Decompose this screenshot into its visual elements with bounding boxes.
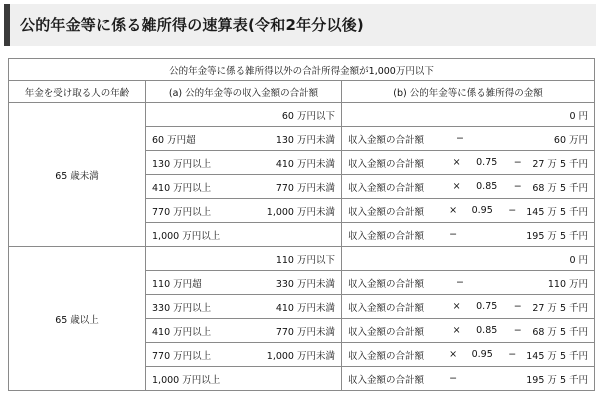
formula-amount: 60 万円	[553, 134, 589, 146]
misc-income-formula-cell	[342, 223, 595, 247]
income-range-cell	[146, 295, 342, 319]
formula-operator: ×	[449, 205, 458, 216]
misc-income-formula-cell	[342, 103, 595, 127]
formula-amount: 0 円	[569, 110, 589, 122]
formula-operator: ×	[452, 325, 461, 336]
range-to: 130 万円未満	[275, 134, 335, 146]
header-misc-income: (b) 公的年金等に係る雑所得の金額	[342, 81, 595, 103]
header-income-amount: (a) 公的年金等の収入金額の合計額	[146, 81, 342, 103]
income-range-cell	[146, 175, 342, 199]
income-range-cell	[146, 151, 342, 175]
formula-rate: 0.85	[476, 325, 498, 336]
formula-rate: 0.75	[476, 157, 498, 168]
header-age: 年金を受け取る人の年齢	[9, 81, 146, 103]
formula-label: 収入金額の合計額	[348, 278, 425, 290]
range-from: 60 万円超	[152, 134, 196, 146]
formula-rate: 0.75	[476, 301, 498, 312]
formula-label: 収入金額の合計額	[348, 134, 425, 146]
range-to: 1,000 万円未満	[266, 206, 335, 218]
formula-label: 収入金額の合計額	[348, 230, 425, 242]
income-range-cell	[146, 223, 342, 247]
formula-amount: 195 万 5 千円	[526, 230, 589, 242]
age-group-cell: 65 歳未満	[9, 103, 146, 247]
formula-rate: 0.85	[476, 181, 498, 192]
range-to: 770 万円未満	[275, 326, 335, 338]
formula-operator: −	[449, 373, 458, 384]
income-range-cell	[146, 247, 342, 271]
formula-amount: 195 万 5 千円	[526, 374, 589, 386]
range-to: 110 万円以下	[275, 254, 335, 266]
formula-label: 収入金額の合計額	[348, 302, 425, 314]
title-bar	[4, 4, 596, 46]
formula-label: 収入金額の合計額	[348, 326, 425, 338]
formula-label: 収入金額の合計額	[348, 182, 425, 194]
header-income-condition: 公的年金等に係る雑所得以外の合計所得金額が1,000万円以下	[9, 59, 595, 81]
formula-amount: 27 万 5 千円	[532, 302, 589, 314]
misc-income-formula-cell	[342, 271, 595, 295]
formula-operator-minus: −	[508, 349, 517, 360]
misc-income-formula-cell	[342, 343, 595, 367]
pension-income-calc-table	[8, 58, 595, 391]
table-body	[9, 59, 595, 391]
range-from: 410 万円以上	[152, 326, 212, 338]
misc-income-formula-cell	[342, 127, 595, 151]
formula-operator: −	[456, 277, 464, 288]
formula-amount: 68 万 5 千円	[532, 182, 589, 194]
range-to: 330 万円未満	[275, 278, 335, 290]
range-from: 1,000 万円以上	[152, 230, 221, 242]
misc-income-formula-cell	[342, 199, 595, 223]
formula-operator: ×	[452, 157, 461, 168]
table-header-row-top	[9, 59, 595, 81]
range-from: 770 万円以上	[152, 350, 212, 362]
page-title: 公的年金等に係る雑所得の速算表(令和2年分以後)	[20, 16, 364, 34]
misc-income-formula-cell	[342, 295, 595, 319]
formula-label: 収入金額の合計額	[348, 158, 425, 170]
formula-amount: 145 万 5 千円	[526, 206, 589, 218]
formula-label: 収入金額の合計額	[348, 350, 425, 362]
formula-rate: 0.95	[471, 349, 493, 360]
misc-income-formula-cell	[342, 247, 595, 271]
range-from: 410 万円以上	[152, 182, 212, 194]
formula-operator: ×	[449, 349, 458, 360]
age-group-cell: 65 歳以上	[9, 247, 146, 391]
formula-amount: 68 万 5 千円	[532, 326, 589, 338]
range-from: 110 万円超	[152, 278, 202, 290]
income-range-cell	[146, 127, 342, 151]
income-range-cell	[146, 367, 342, 391]
range-to: 1,000 万円未満	[266, 350, 335, 362]
formula-operator: ×	[452, 181, 461, 192]
formula-operator-minus: −	[513, 301, 522, 312]
range-to: 410 万円未満	[275, 302, 335, 314]
income-range-cell	[146, 199, 342, 223]
formula-label: 収入金額の合計額	[348, 206, 425, 218]
table-header-row	[9, 81, 595, 103]
formula-operator: −	[449, 229, 458, 240]
range-to: 410 万円未満	[275, 158, 335, 170]
table-row	[9, 103, 595, 127]
formula-amount: 145 万 5 千円	[526, 350, 589, 362]
income-range-cell	[146, 319, 342, 343]
formula-operator-minus: −	[513, 325, 522, 336]
income-range-cell	[146, 103, 342, 127]
formula-rate: 0.95	[471, 205, 493, 216]
range-to: 60 万円以下	[281, 110, 335, 122]
formula-amount: 0 円	[569, 254, 589, 266]
income-range-cell	[146, 271, 342, 295]
range-from: 1,000 万円以上	[152, 374, 221, 386]
table-row	[9, 247, 595, 271]
range-from: 330 万円以上	[152, 302, 212, 314]
misc-income-formula-cell	[342, 367, 595, 391]
misc-income-formula-cell	[342, 175, 595, 199]
title-accent-bar	[4, 4, 10, 46]
range-from: 130 万円以上	[152, 158, 212, 170]
range-to: 770 万円未満	[275, 182, 335, 194]
formula-operator-minus: −	[508, 205, 517, 216]
formula-operator-minus: −	[513, 157, 522, 168]
range-from: 770 万円以上	[152, 206, 212, 218]
income-range-cell	[146, 343, 342, 367]
formula-operator-minus: −	[513, 181, 522, 192]
misc-income-formula-cell	[342, 151, 595, 175]
formula-label: 収入金額の合計額	[348, 374, 425, 386]
formula-amount: 27 万 5 千円	[532, 158, 589, 170]
formula-amount: 110 万円	[547, 278, 589, 290]
formula-operator: ×	[452, 301, 461, 312]
formula-operator: −	[456, 133, 464, 144]
misc-income-formula-cell	[342, 319, 595, 343]
